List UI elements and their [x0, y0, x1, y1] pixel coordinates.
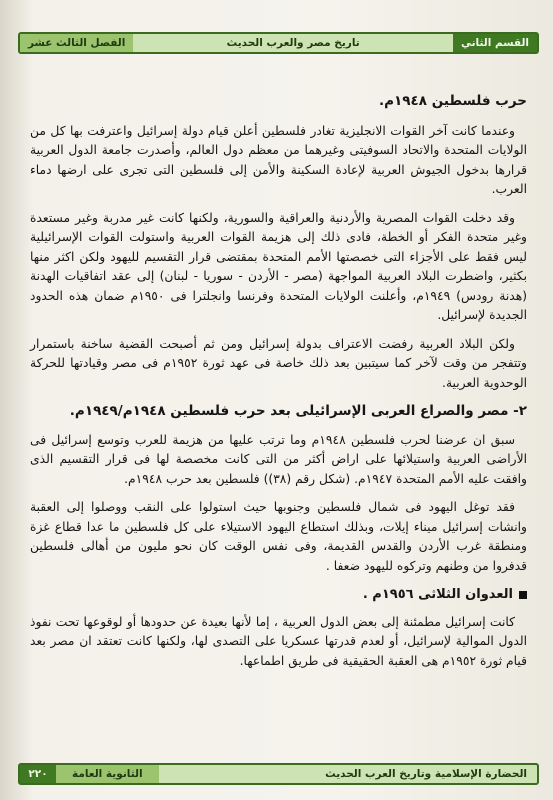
- paragraph: وعندما كانت آخر القوات الانجليزية تغادر فلسطين أعلن قيام دولة إسرائيل واعترفت بها كل من الولايات المتحدة والاتحاد السوفيتى وغيرهما من معظم دول العالم، وأصدرت جامعة الدول العربية قرارها بدخول الجيوش العربية لإعادة السكينة والأمن إلى فلسطين التى تجرى على ارضها دماء العرب.: [30, 123, 527, 196]
- paragraph: سبق ان عرضنا لحرب فلسطين ١٩٤٨م وما ترتب عليها من هزيمة للعرب وتوسع إسرائيل فى الأراضى العربية واستيلائها على اراض أكثر من التى كانت مخصصة لها فى قرار التقسيم الذى وافقت عليه الأمم المتحدة ١٩٤٧م. (شكل رقم (٣٨)) فلسطين بعد حرب ١٩٤٨م.: [30, 432, 527, 486]
- section-heading-palestine-war: حرب فلسطين ١٩٤٨م.: [379, 93, 527, 109]
- chapter-label: الفصل الثالث عشر: [20, 34, 133, 52]
- paragraph: ولكن البلاد العربية رفضت الاعتراف بدولة إسرائيل ومن ثم أصبحت القضية ساخنة باستمرار وتتفجر من وقت لآخر كما سيتبين بعد ذلك خاصة فى عهد ثورة ١٩٥٢م فى مصر وقيادتها للحركة الوحدوية العربية.: [30, 336, 527, 390]
- header-title: تاريخ مصر والعرب الحديث: [226, 37, 360, 49]
- grade-label: الثانوية العامة: [56, 765, 159, 783]
- book-title: الحضارة الإسلامية وتاريخ العرب الحديث: [325, 768, 527, 780]
- section-heading-tripartite-aggression: [30, 585, 527, 605]
- bullet-square-icon: [519, 591, 527, 599]
- page-content: [30, 92, 527, 680]
- page-number: ٢٢٠: [20, 765, 56, 783]
- heading-text: العدوان الثلاثى ١٩٥٦م .: [362, 587, 513, 602]
- paragraph: كانت إسرائيل مطمئنة إلى بعض الدول العربية ، إما لأنها بعيدة عن حدودها أو لوقوعها تحت نفوذ الدول الموالية لإسرائيل، أو لعدم قدرتها عسكريا على التصدى لها، ولكنها كانت تعتقد ان مصر بعد قيام ثورة ١٩٥٢م هى العقبة الحقيقية فى طريق اطماعها.: [30, 614, 527, 668]
- paragraph: وقد دخلت القوات المصرية والأردنية والعراقية والسورية، ولكنها كانت غير مدربة وغير مستعدة وغير متحدة الفكر أو الخطة، فادى ذلك إلى هزيمة القوات العربية واستولت القوات الإسرائيلية ليس فقط على الأجزاء التى خصصتها الأمم المتحدة بمقتضى قرار التقسيم لليهود ولكن اكثر منها بكثير، واضطرت البلاد العربية المواجهة (مصر - الأردن - سوريا - لبنان) إلى عقد اتفاقيات الهدنة (هدنة رودس) ١٩٤٩م، وأعلنت الولايات المتحدة وفرنسا وانجلترا فى ١٩٥٠م ضمان هذه الحدود الجديدة لإسرائيل.: [30, 210, 528, 322]
- page-header: [18, 32, 539, 54]
- section-heading-arab-israeli-conflict: ٢- مصر والصراع العربى الإسرائيلى بعد حرب فلسطين ١٩٤٨م/١٩٤٩م.: [69, 403, 527, 419]
- section-label: القسم الثاني: [453, 34, 537, 52]
- paragraph: فقد توغل اليهود فى شمال فلسطين وجنوبها حيث استولوا على النقب ووصلوا إلى العقبة وانشات إسرائيل ميناء إيلات، وبذلك استطاع اليهود الاستيلاء على كل فلسطين ما عدا قطاع غزة ومنطقة غرب الأردن والقدس القديمة، وفى نفس الوقت كان نحو مليون من أهالى فلسطين قدفروا من وطنهم وتركوه لليهود ضعفا .: [30, 500, 527, 573]
- page-footer: [18, 763, 539, 785]
